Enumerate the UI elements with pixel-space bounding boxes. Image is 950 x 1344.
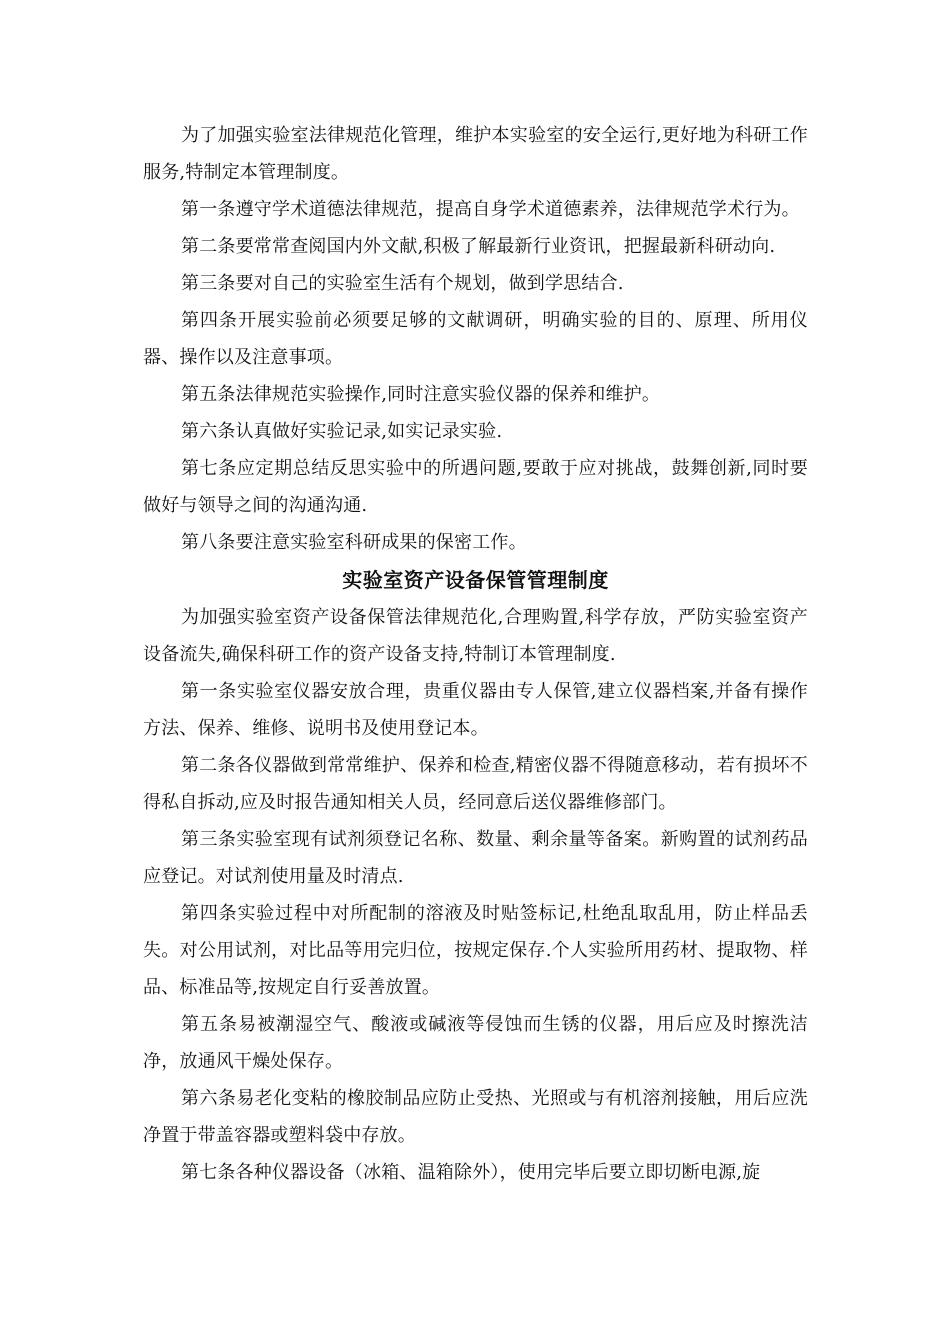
article-4-paragraph: 第四条实验过程中对所配制的溶液及时贴签标记,杜绝乱取乱用，防止样品丢失。对公用试剂，对比品等用完归位，按规定保存.个人实验所用药材、提取物、样品、标准品等,按规定自行妥善放置。 bbox=[143, 903, 808, 998]
article-2-paragraph: 第二条要常常查阅国内外文献,积极了解最新行业资讯，把握最新科研动向. bbox=[181, 236, 776, 257]
article-5-paragraph: 第五条法律规范实验操作,同时注意实验仪器的保养和维护。 bbox=[181, 384, 661, 405]
article-1-paragraph: 第一条实验室仪器安放合理，贵重仪器由专人保管,建立仪器档案,并备有操作方法、保养、维修、说明书及使用登记本。 bbox=[143, 681, 808, 739]
article-6-paragraph: 第六条易老化变粘的橡胶制品应防止受热、光照或与有机溶剂接触，用后应洗净置于带盖容器或塑料袋中存放。 bbox=[143, 1088, 808, 1146]
document-body bbox=[143, 117, 808, 1191]
article-4-paragraph: 第四条开展实验前必须要足够的文献调研，明确实验的目的、原理、所用仪器、操作以及注意事项。 bbox=[143, 310, 808, 368]
section-title: 实验室资产设备保管管理制度 bbox=[342, 568, 609, 592]
intro-paragraph: 为加强实验室资产设备保管法律规范化,合理购置,科学存放，严防实验室资产设备流失,确保科研工作的资产设备支持,特制订本管理制度. bbox=[143, 607, 808, 665]
article-3-paragraph: 第三条实验室现有试剂须登记名称、数量、剩余量等备案。新购置的试剂药品应登记。对试剂使用量及时清点. bbox=[143, 829, 808, 887]
intro-paragraph: 为了加强实验室法律规范化管理，维护本实验室的安全运行,更好地为科研工作服务,特制定本管理制度。 bbox=[143, 125, 808, 183]
section-lab-conduct bbox=[143, 117, 808, 561]
section-asset-management bbox=[143, 599, 808, 1191]
article-8-paragraph: 第八条要注意实验室科研成果的保密工作。 bbox=[181, 532, 527, 553]
article-3-paragraph: 第三条要对自己的实验室生活有个规划，做到学思结合. bbox=[181, 273, 624, 294]
article-6-paragraph: 第六条认真做好实验记录,如实记录实验. bbox=[181, 421, 503, 442]
article-7-paragraph: 第七条各种仪器设备（冰箱、温箱除外），使用完毕后要立即切断电源,旋 bbox=[181, 1162, 761, 1183]
article-5-paragraph: 第五条易被潮湿空气、酸液或碱液等侵蚀而生锈的仪器，用后应及时擦洗洁净，放通风干燥处保存。 bbox=[143, 1014, 808, 1072]
article-7-paragraph: 第七条应定期总结反思实验中的所遇问题,要敢于应对挑战，鼓舞创新,同时要做好与领导之间的沟通沟通. bbox=[143, 458, 808, 516]
article-1-paragraph: 第一条遵守学术道德法律规范，提高自身学术道德素养，法律规范学术行为。 bbox=[181, 199, 800, 220]
article-2-paragraph: 第二条各仪器做到常常维护、保养和检查,精密仪器不得随意移动，若有损坏不得私自拆动,应及时报告通知相关人员，经同意后送仪器维修部门。 bbox=[143, 755, 808, 813]
